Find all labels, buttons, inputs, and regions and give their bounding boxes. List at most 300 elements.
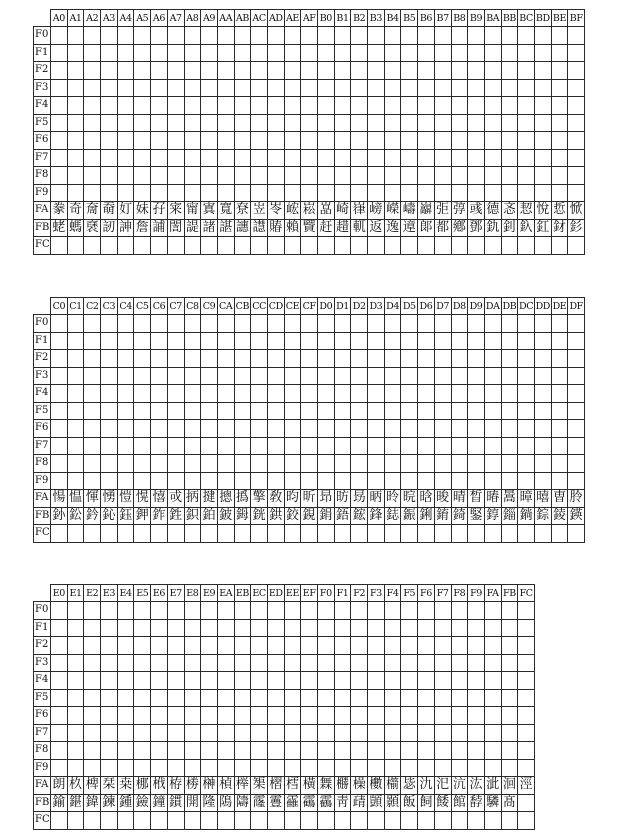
character-cell — [401, 689, 418, 707]
character-cell — [151, 367, 168, 385]
character-cell: 昤 — [386, 490, 400, 506]
character-cell — [501, 654, 518, 672]
character-cell — [251, 167, 268, 185]
character-cell — [501, 672, 518, 690]
character-cell — [468, 367, 485, 385]
character-cell — [351, 62, 368, 80]
character-cell: 峵 — [285, 202, 299, 218]
character-cell — [351, 332, 368, 350]
character-cell — [84, 602, 101, 620]
table-row — [34, 367, 585, 385]
character-cell — [518, 759, 535, 777]
character-cell — [184, 472, 201, 490]
character-cell — [134, 367, 151, 385]
character-cell — [484, 672, 501, 690]
table-row — [34, 184, 585, 202]
character-cell — [134, 149, 151, 167]
character-cell — [568, 350, 585, 368]
character-cell — [318, 742, 335, 760]
column-header: F5 — [401, 585, 418, 602]
character-cell: 郞 — [419, 219, 433, 235]
column-header: B0 — [318, 10, 335, 27]
table-row — [34, 437, 585, 455]
character-cell — [351, 237, 368, 255]
character-cell — [434, 79, 451, 97]
character-cell: 贒 — [302, 219, 316, 235]
character-cell — [368, 332, 385, 350]
character-cell: 晴 — [452, 490, 466, 506]
character-cell — [434, 385, 451, 403]
character-cell — [468, 44, 485, 62]
character-cell: 栫 — [169, 777, 183, 793]
character-cell — [434, 619, 451, 637]
character-cell — [51, 132, 68, 150]
character-cell — [518, 455, 535, 473]
character-cell — [468, 812, 485, 830]
character-cell — [201, 332, 218, 350]
character-cell — [217, 637, 234, 655]
character-cell — [101, 637, 118, 655]
character-cell — [551, 44, 568, 62]
character-cell — [167, 525, 184, 543]
character-cell — [418, 315, 435, 333]
character-cell — [401, 637, 418, 655]
character-cell — [51, 437, 68, 455]
character-cell: 毖 — [402, 777, 416, 793]
character-cell — [134, 332, 151, 350]
character-cell: 豢 — [52, 202, 66, 218]
table-row — [34, 332, 585, 350]
character-cell — [384, 237, 401, 255]
character-cell: 靃 — [285, 794, 299, 810]
table-row — [34, 237, 585, 255]
character-cell — [501, 742, 518, 760]
character-cell: 昮 — [352, 490, 366, 506]
character-cell — [368, 525, 385, 543]
character-cell — [201, 237, 218, 255]
character-cell — [201, 132, 218, 150]
character-cell: 榉 — [235, 777, 249, 793]
character-cell — [334, 132, 351, 150]
character-cell — [518, 654, 535, 672]
character-cell — [167, 97, 184, 115]
character-cell — [151, 315, 168, 333]
character-cell — [284, 237, 301, 255]
character-cell: 錞 — [486, 507, 500, 523]
character-cell — [518, 62, 535, 80]
column-header: FA — [484, 585, 501, 602]
column-header: C3 — [101, 298, 118, 315]
character-cell — [101, 44, 118, 62]
character-cell — [151, 97, 168, 115]
character-cell: 鉙 — [185, 507, 199, 523]
table-row — [34, 490, 585, 508]
character-cell — [301, 437, 318, 455]
character-cell — [201, 184, 218, 202]
character-cell: 釤 — [569, 219, 583, 235]
character-cell: 鍊 — [102, 794, 116, 810]
character-cell — [151, 812, 168, 830]
character-cell — [368, 385, 385, 403]
row-header: F6 — [34, 420, 51, 438]
character-cell — [468, 420, 485, 438]
character-cell — [234, 97, 251, 115]
character-cell — [101, 350, 118, 368]
character-cell — [267, 44, 284, 62]
character-cell — [568, 472, 585, 490]
character-cell — [501, 402, 518, 420]
character-cell — [234, 27, 251, 45]
character-cell — [201, 402, 218, 420]
character-cell — [267, 742, 284, 760]
character-cell — [134, 759, 151, 777]
character-cell — [501, 79, 518, 97]
character-cell — [201, 437, 218, 455]
character-cell — [134, 97, 151, 115]
character-cell — [401, 385, 418, 403]
character-cell — [334, 315, 351, 333]
character-cell — [318, 420, 335, 438]
character-cell — [234, 654, 251, 672]
character-cell — [267, 385, 284, 403]
character-cell — [151, 759, 168, 777]
column-header: F7 — [434, 585, 451, 602]
character-cell — [251, 637, 268, 655]
character-cell — [234, 62, 251, 80]
character-cell — [301, 472, 318, 490]
character-cell — [351, 759, 368, 777]
character-cell — [501, 350, 518, 368]
character-cell: 椑 — [85, 777, 99, 793]
character-cell — [217, 672, 234, 690]
character-cell — [151, 184, 168, 202]
character-cell — [551, 132, 568, 150]
character-cell — [501, 472, 518, 490]
column-header: C6 — [151, 298, 168, 315]
character-cell — [67, 637, 84, 655]
character-cell — [184, 672, 201, 690]
character-cell — [151, 602, 168, 620]
character-cell — [301, 724, 318, 742]
character-cell — [568, 332, 585, 350]
character-cell — [284, 315, 301, 333]
character-cell — [151, 167, 168, 185]
character-cell — [468, 332, 485, 350]
character-cell — [518, 812, 535, 830]
character-cell — [201, 812, 218, 830]
character-cell — [384, 97, 401, 115]
character-cell — [351, 149, 368, 167]
character-cell — [151, 237, 168, 255]
character-cell — [301, 455, 318, 473]
character-cell: 鈊 — [102, 507, 116, 523]
character-cell — [551, 367, 568, 385]
character-cell: 鈹 — [219, 507, 233, 523]
character-cell — [418, 637, 435, 655]
character-cell: 抦 — [185, 490, 199, 506]
character-cell — [484, 132, 501, 150]
character-cell: 嵓 — [319, 202, 333, 218]
character-cell — [84, 707, 101, 725]
character-cell — [101, 167, 118, 185]
character-cell: 鈺 — [119, 507, 133, 523]
character-cell — [234, 637, 251, 655]
character-cell — [234, 167, 251, 185]
column-header: AF — [301, 10, 318, 27]
character-cell — [468, 237, 485, 255]
character-cell — [284, 167, 301, 185]
character-cell — [534, 332, 551, 350]
character-cell — [184, 619, 201, 637]
character-cell — [251, 619, 268, 637]
character-cell — [284, 332, 301, 350]
column-header: F9 — [468, 585, 485, 602]
character-cell: 暿 — [536, 490, 550, 506]
character-cell — [301, 315, 318, 333]
character-cell — [434, 315, 451, 333]
character-cell — [67, 420, 84, 438]
character-cell — [184, 132, 201, 150]
character-cell — [134, 167, 151, 185]
table-row — [34, 742, 535, 760]
character-cell — [217, 759, 234, 777]
character-cell — [201, 114, 218, 132]
character-cell — [251, 455, 268, 473]
character-cell — [318, 672, 335, 690]
character-cell — [501, 149, 518, 167]
character-cell — [518, 420, 535, 438]
character-cell — [551, 385, 568, 403]
character-cell — [384, 367, 401, 385]
character-cell: 栰 — [152, 777, 166, 793]
character-cell — [167, 350, 184, 368]
character-cell — [251, 707, 268, 725]
character-cell: 餧 — [436, 794, 450, 810]
character-cell — [451, 689, 468, 707]
character-cell — [451, 402, 468, 420]
character-cell — [484, 167, 501, 185]
column-header: D5 — [401, 298, 418, 315]
character-cell — [84, 619, 101, 637]
character-cell — [134, 350, 151, 368]
character-cell — [284, 184, 301, 202]
character-cell — [217, 472, 234, 490]
character-cell — [234, 44, 251, 62]
character-cell — [301, 367, 318, 385]
character-cell — [418, 350, 435, 368]
character-cell — [384, 637, 401, 655]
column-header: E9 — [201, 585, 218, 602]
character-cell — [217, 689, 234, 707]
character-cell — [301, 350, 318, 368]
character-cell — [501, 724, 518, 742]
character-cell — [184, 689, 201, 707]
character-cell — [101, 455, 118, 473]
character-cell — [167, 44, 184, 62]
character-cell — [184, 742, 201, 760]
character-cell — [451, 724, 468, 742]
column-header: CC — [251, 298, 268, 315]
character-cell: 馞 — [469, 794, 483, 810]
character-cell: 孖 — [152, 202, 166, 218]
character-cell — [301, 619, 318, 637]
character-cell — [267, 619, 284, 637]
character-cell — [234, 420, 251, 438]
character-cell — [551, 525, 568, 543]
character-cell — [67, 132, 84, 150]
character-cell — [101, 672, 118, 690]
character-cell — [267, 420, 284, 438]
character-cell — [351, 367, 368, 385]
character-cell — [451, 149, 468, 167]
character-cell — [301, 44, 318, 62]
character-cell — [134, 637, 151, 655]
column-header: DD — [534, 298, 551, 315]
character-cell — [184, 707, 201, 725]
character-cell — [267, 812, 284, 830]
column-header: A0 — [51, 10, 68, 27]
character-cell — [318, 619, 335, 637]
character-cell — [518, 385, 535, 403]
character-cell — [301, 637, 318, 655]
character-cell — [84, 350, 101, 368]
column-header: AD — [267, 10, 284, 27]
character-cell: 宷 — [169, 202, 183, 218]
row-header: F9 — [34, 184, 51, 202]
character-cell — [384, 132, 401, 150]
character-cell — [468, 654, 485, 672]
character-cell — [217, 79, 234, 97]
character-cell: 撝 — [235, 490, 249, 506]
row-header: F2 — [34, 350, 51, 368]
character-cell: 鏆 — [169, 794, 183, 810]
character-cell — [217, 525, 234, 543]
column-header: EA — [217, 585, 234, 602]
character-cell — [84, 385, 101, 403]
character-cell — [401, 79, 418, 97]
character-cell — [551, 437, 568, 455]
table-row — [34, 44, 585, 62]
character-cell: 晗 — [419, 490, 433, 506]
character-cell: 杦 — [69, 777, 83, 793]
character-cell — [384, 350, 401, 368]
character-cell — [518, 332, 535, 350]
character-cell — [84, 27, 101, 45]
character-cell — [67, 812, 84, 830]
character-cell — [418, 420, 435, 438]
character-cell — [167, 132, 184, 150]
character-cell — [67, 385, 84, 403]
character-cell — [484, 812, 501, 830]
column-header: F2 — [351, 585, 368, 602]
character-cell — [284, 367, 301, 385]
character-cell — [451, 332, 468, 350]
column-header: BF — [568, 10, 585, 27]
character-cell — [134, 707, 151, 725]
character-cell — [234, 707, 251, 725]
character-cell — [318, 237, 335, 255]
character-cell — [568, 114, 585, 132]
character-cell — [451, 97, 468, 115]
character-cell — [484, 62, 501, 80]
character-cell — [351, 437, 368, 455]
character-cell — [301, 79, 318, 97]
row-header: FA — [34, 490, 51, 508]
character-cell: 鄕 — [452, 219, 466, 235]
character-cell — [451, 44, 468, 62]
table-row — [34, 385, 585, 403]
character-cell — [401, 759, 418, 777]
character-cell — [501, 62, 518, 80]
character-cell — [334, 707, 351, 725]
character-cell — [101, 602, 118, 620]
character-cell — [468, 27, 485, 45]
character-cell: 橳 — [336, 777, 350, 793]
character-cell: 晥 — [402, 490, 416, 506]
column-header: F1 — [334, 585, 351, 602]
character-cell: 忞 — [502, 202, 516, 218]
character-cell — [368, 437, 385, 455]
character-cell: 釭 — [536, 219, 550, 235]
character-cell — [167, 437, 184, 455]
character-cell — [518, 525, 535, 543]
character-cell — [401, 184, 418, 202]
character-cell — [267, 114, 284, 132]
character-cell — [401, 672, 418, 690]
character-cell: 顥 — [386, 794, 400, 810]
character-cell — [251, 97, 268, 115]
character-cell — [51, 672, 68, 690]
character-cell — [134, 812, 151, 830]
character-cell — [301, 149, 318, 167]
character-cell — [351, 402, 368, 420]
column-header: FB — [501, 585, 518, 602]
character-cell — [518, 350, 535, 368]
character-cell — [551, 315, 568, 333]
character-cell — [67, 742, 84, 760]
character-cell — [568, 184, 585, 202]
character-cell — [84, 167, 101, 185]
character-cell: 釞 — [519, 219, 533, 235]
character-cell — [234, 132, 251, 150]
character-cell — [501, 525, 518, 543]
character-cell: 鍏 — [85, 794, 99, 810]
character-cell — [51, 742, 68, 760]
character-cell — [201, 455, 218, 473]
character-cell — [318, 27, 335, 45]
column-header: E6 — [151, 585, 168, 602]
character-cell — [167, 27, 184, 45]
column-header-row — [34, 298, 585, 315]
column-header: BB — [501, 10, 518, 27]
character-cell — [484, 367, 501, 385]
character-cell — [351, 44, 368, 62]
character-cell — [251, 420, 268, 438]
character-cell — [384, 184, 401, 202]
character-cell: 釚 — [486, 219, 500, 235]
character-cell: 褎 — [85, 219, 99, 235]
character-cell — [234, 672, 251, 690]
character-cell — [368, 132, 385, 150]
character-cell — [534, 455, 551, 473]
character-cell — [201, 97, 218, 115]
character-cell — [167, 689, 184, 707]
column-header: B6 — [418, 10, 435, 27]
character-cell — [368, 315, 385, 333]
table-row — [34, 654, 535, 672]
character-cell: 鐱 — [135, 794, 149, 810]
row-header: F9 — [34, 472, 51, 490]
